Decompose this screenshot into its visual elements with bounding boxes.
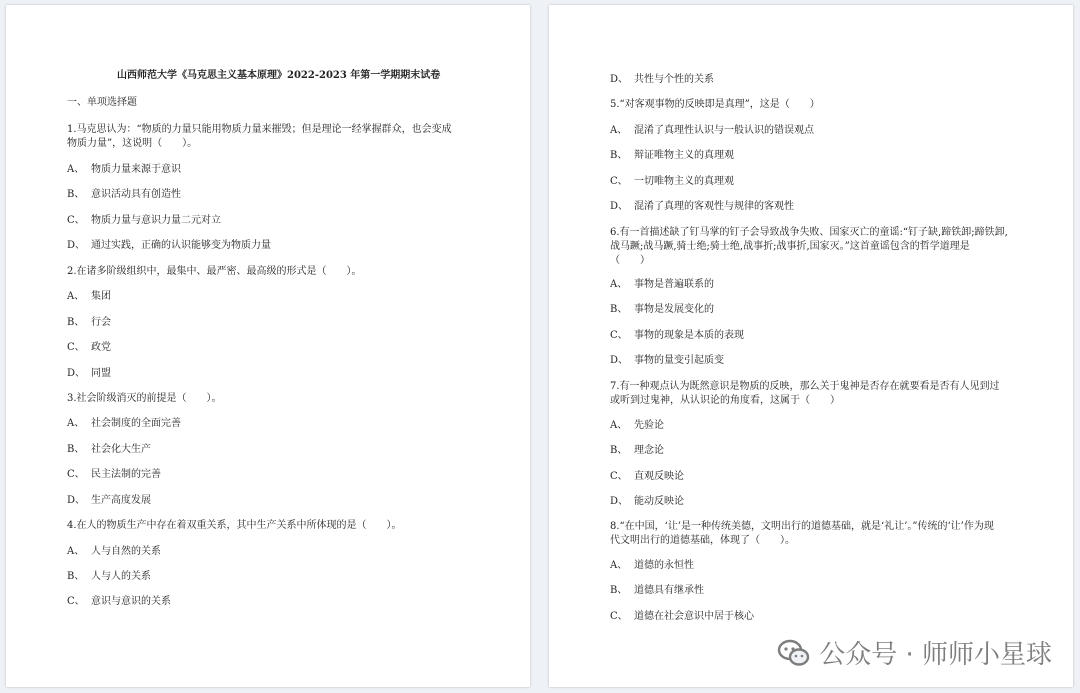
question-text: （ ） [610,255,650,266]
option-d: D、 同盟 [67,368,111,379]
option-c: C、 意识与意识的关系 [67,596,171,607]
option-d: D、 事物的量变引起质变 [610,355,724,366]
option-c: C、 物质力量与意识力量二元对立 [67,215,221,226]
question-text: 7.有一种观点认为既然意识是物质的反映，那么关于鬼神是否存在就要看是否有人见到过 [610,381,1000,392]
option-d: D、 通过实践，正确的认识能够变为物质力量 [67,240,271,251]
option-b: B、 辩证唯物主义的真理观 [610,150,734,161]
option-a: A、 混淆了真理性认识与一般认识的错误观点 [610,125,814,136]
option-c: C、 事物的现象是本质的表现 [610,330,744,341]
option-a: A、 社会制度的全面完善 [67,418,181,429]
option-c: C、 直观反映论 [610,471,684,482]
question-3: 3.社会阶级消灭的前提是（ ）。 [67,393,222,404]
option-d: D、 能动反映论 [610,496,684,507]
watermark [777,634,1052,671]
wechat-icon [777,638,811,668]
question-1 [67,123,467,151]
question-text: 战马蹶;战马蹶,骑士绝;骑士绝,战事折;战事折,国家灭。”这首童谣包含的哲学道理是 [610,241,970,252]
exam-page-right [549,5,1073,687]
option-b: B、 行会 [67,317,111,328]
option-b: B、 道德具有继承性 [610,585,704,596]
question-2: 2.在诸多阶级组织中，最集中、最严密、最高级的形式是（ ）。 [67,266,362,277]
option-b: B、 理念论 [610,445,664,456]
option-b: B、 人与人的关系 [67,571,151,582]
section-heading: 一、单项选择题 [67,97,137,108]
question-5: 5.“对客观事物的反映即是真理”，这是（ ） [610,99,820,110]
option-a: A、 事物是普遍联系的 [610,279,714,290]
question-text: 1.马克思认为：“物质的力量只能用物质力量来摧毁；但是理论一经掌握群众，也会变成 [67,124,452,135]
option-d: D、 混淆了真理的客观性与规律的客观性 [610,201,794,212]
option-c: C、 一切唯物主义的真理观 [610,176,734,187]
watermark-text: 公众号 · 师师小星球 [819,640,1052,670]
question-6 [610,226,1010,268]
option-a: A、 道德的永恒性 [610,560,694,571]
question-text: 6.有一首描述缺了钉马掌的钉子会导致战争失败、国家灭亡的童谣:“钉子缺,蹄铁卸;蹄铁卸, [610,227,1008,238]
question-text: 8.“在中国，‘让’是一种传统美德，文明出行的道德基础，就是‘礼让’。”传统的‘让’作为现 [610,521,994,532]
exam-page-left [6,5,530,687]
option-b: B、 事物是发展变化的 [610,304,714,315]
option-a: A、 集团 [67,291,111,302]
exam-title: 山西师范大学《马克思主义基本原理》2022-2023 年第一学期期末试卷 [117,70,441,81]
question-text: 或听到过鬼神，从认识论的角度看，这属于（ ） [610,395,840,406]
option-c: C、 道德在社会意识中居于核心 [610,611,754,622]
option-d: D、 共性与个性的关系 [610,74,714,85]
question-7 [610,380,1010,408]
option-d: D、 生产高度发展 [67,495,151,506]
option-a: A、 人与自然的关系 [67,546,161,557]
question-text: 物质力量”，这说明（ ）。 [67,138,198,149]
option-c: C、 民主法制的完善 [67,469,161,480]
option-b: B、 社会化大生产 [67,444,151,455]
option-b: B、 意识活动具有创造性 [67,189,181,200]
question-8 [610,520,1010,548]
question-text: 代文明出行的道德基础，体现了（ ）。 [610,535,795,546]
option-c: C、 政党 [67,342,111,353]
option-a: A、 先验论 [610,420,664,431]
option-a: A、 物质力量来源于意识 [67,164,181,175]
question-4: 4.在人的物质生产中存在着双重关系，其中生产关系中所体现的是（ ）。 [67,520,402,531]
